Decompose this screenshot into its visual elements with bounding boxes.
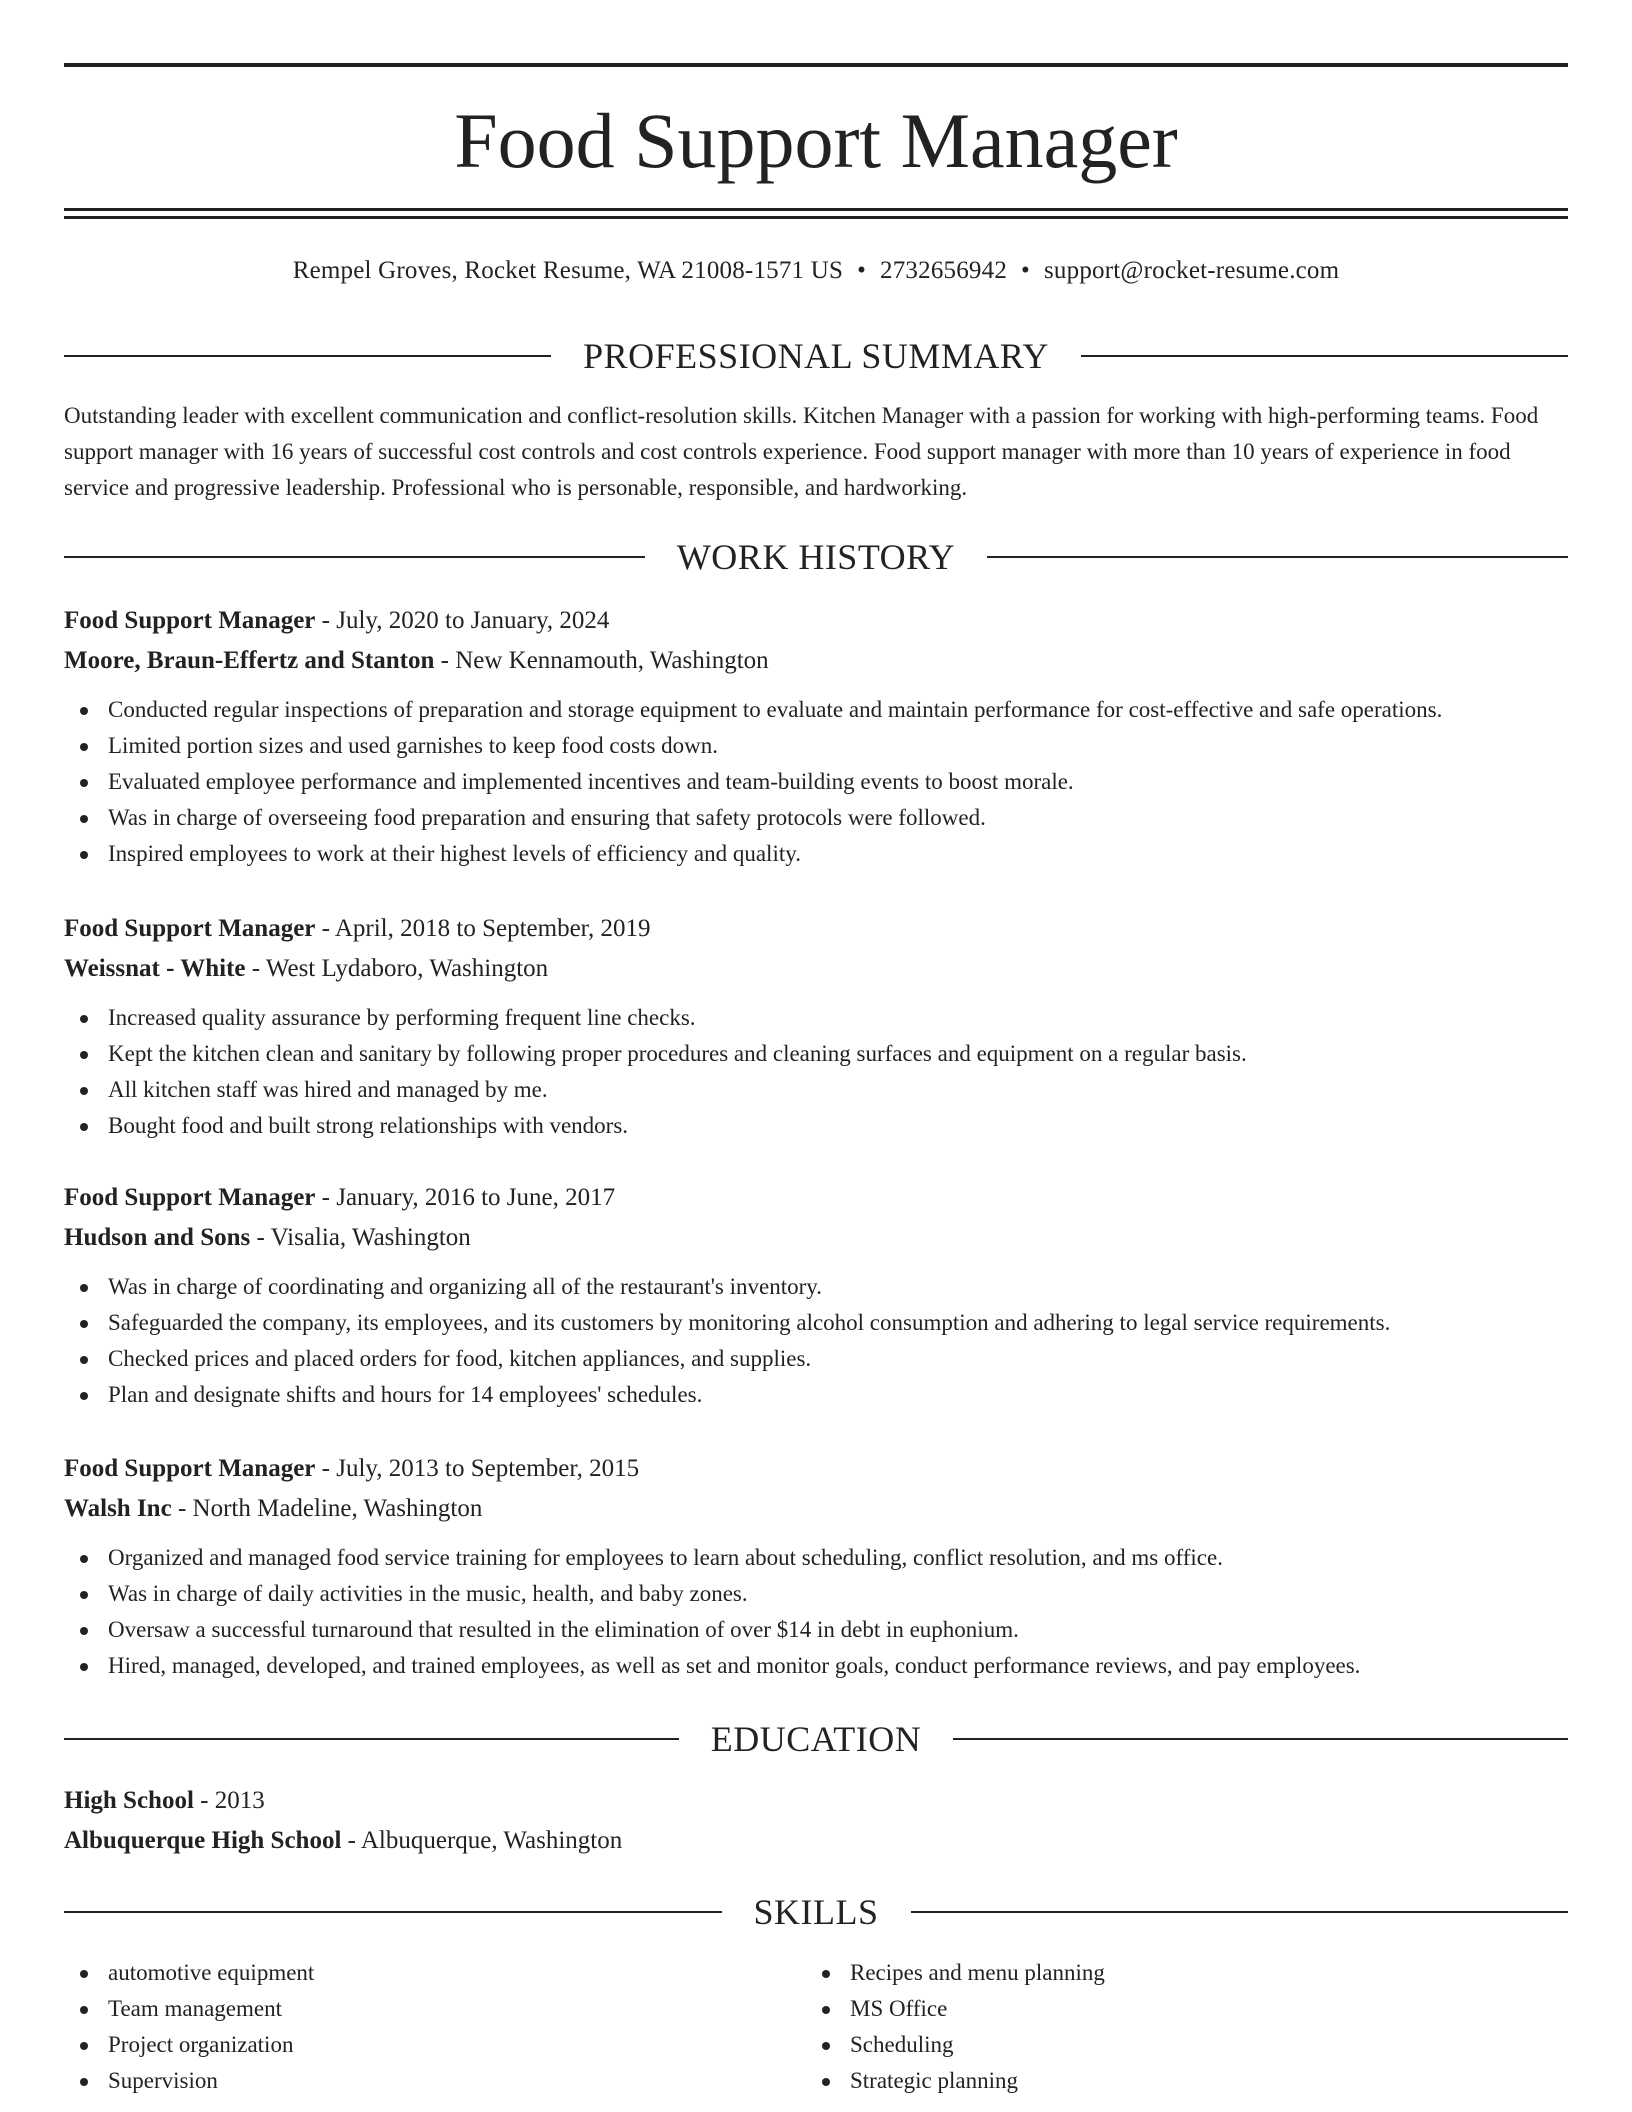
section-rule (64, 355, 551, 357)
section-professional-summary (64, 334, 1568, 378)
job-title: Food Support Manager (64, 1455, 316, 1482)
contact-phone: 2732656942 (880, 257, 1008, 284)
summary-text: Outstanding leader with excellent communication and conflict-resolution skills. Kitchen Manager with a passion for working with high-performing teams. Food support manager with 16 years of successful cost controls and cost controls experience. Food support manager with more than 10 years of experience in food service and progressive leadership. Professional who is personable, responsible, and hardworking. (64, 403, 1539, 500)
job-title: Food Support Manager (64, 915, 316, 942)
job-company: Hudson and Sons (64, 1224, 251, 1251)
list-item: Limited portion sizes and used garnishes to keep food costs down. (64, 728, 1568, 764)
list-item: Team management (64, 1991, 806, 2027)
header-top-rule (64, 63, 1568, 67)
list-item: Kept the kitchen clean and sanitary by following proper procedures and cleaning surfaces and equipment on a regular basis. (64, 1036, 1568, 1072)
header-rule-lower (64, 216, 1568, 219)
job-dates: January, 2016 to June, 2017 (336, 1184, 616, 1211)
job-entry (64, 604, 1568, 872)
list-item: Strategic planning (806, 2063, 1548, 2099)
section-title: SKILLS (753, 1892, 879, 1932)
section-rule (1081, 355, 1568, 357)
education-degree-line: High School - 2013 (64, 1787, 265, 1814)
job-company: Moore, Braun-Effertz and Stanton (64, 647, 435, 674)
list-item: Evaluated employee performance and implemented incentives and team-building events to boost morale. (64, 764, 1568, 800)
contact-address: Rempel Groves, Rocket Resume, WA 21008-1571 US (292, 257, 844, 284)
job-title: Food Support Manager (64, 1184, 316, 1211)
contact-line (64, 254, 1568, 288)
job-company-line: Moore, Braun-Effertz and Stanton - New Kennamouth, Washington (64, 647, 769, 674)
job-title-line: Food Support Manager - July, 2013 to September, 2015 (64, 1455, 640, 1482)
job-bullets (64, 692, 1568, 872)
education-location: Albuquerque, Washington (360, 1827, 623, 1854)
list-item: Inspired employees to work at their highest levels of efficiency and quality. (64, 836, 1568, 872)
contact-email: support@rocket-resume.com (1043, 257, 1340, 284)
job-company: Walsh Inc (64, 1495, 172, 1522)
list-item: Increased quality assurance by performing frequent line checks. (64, 1000, 1568, 1036)
list-item: Oversaw a successful turnaround that resulted in the elimination of over $14 in debt in euphonium. (64, 1612, 1568, 1648)
contact-separator: • (857, 257, 867, 284)
job-entry (64, 1181, 1568, 1413)
list-item: Project organization (64, 2027, 806, 2063)
list-item: automotive equipment (64, 1955, 806, 1991)
list-item: Was in charge of daily activities in the music, health, and baby zones. (64, 1576, 1568, 1612)
job-dates: April, 2018 to September, 2019 (334, 915, 651, 942)
education-school-line: Albuquerque High School - Albuquerque, Washington (64, 1827, 623, 1854)
contact-separator: • (1021, 257, 1030, 284)
job-location: North Madeline, Washington (192, 1495, 483, 1522)
list-item: Was in charge of coordinating and organizing all of the restaurant's inventory. (64, 1269, 1568, 1305)
list-item: Organized and managed food service training for employees to learn about scheduling, conflict resolution, and ms office. (64, 1540, 1568, 1576)
job-company-line: Weissnat - White - West Lydaboro, Washington (64, 955, 549, 982)
list-item: All kitchen staff was hired and managed by me. (64, 1072, 1568, 1108)
job-bullets (64, 1000, 1568, 1144)
job-title-line: Food Support Manager - April, 2018 to September, 2019 (64, 915, 651, 942)
job-location: New Kennamouth, Washington (455, 647, 769, 674)
section-work-history (64, 535, 1568, 579)
job-title: Food Support Manager (64, 607, 316, 634)
section-skills (64, 1890, 1568, 1934)
job-company: Weissnat - White (64, 955, 246, 982)
section-title: WORK HISTORY (676, 537, 956, 577)
job-dates: July, 2020 to January, 2024 (336, 607, 610, 634)
list-item: Scheduling (806, 2027, 1548, 2063)
list-item: Hired, managed, developed, and trained employees, as well as set and monitor goals, conduct performance reviews, and pay employees. (64, 1648, 1568, 1684)
header-rule-upper (64, 208, 1568, 211)
job-bullets (64, 1540, 1568, 1684)
section-rule (987, 556, 1568, 558)
education-degree: High School (64, 1787, 194, 1814)
skills-column-left (64, 1955, 806, 2099)
job-title-line: Food Support Manager - January, 2016 to June, 2017 (64, 1184, 616, 1211)
education-year: 2013 (214, 1787, 265, 1814)
section-rule (64, 1911, 722, 1913)
section-education (64, 1717, 1568, 1761)
job-location: Visalia, Washington (270, 1224, 471, 1251)
section-title: EDUCATION (710, 1719, 922, 1759)
section-rule (64, 556, 645, 558)
job-company-line: Hudson and Sons - Visalia, Washington (64, 1224, 471, 1251)
section-rule (953, 1738, 1568, 1740)
job-company-line: Walsh Inc - North Madeline, Washington (64, 1495, 483, 1522)
list-item: Plan and designate shifts and hours for 14 employees' schedules. (64, 1377, 1568, 1413)
job-entry (64, 912, 1568, 1144)
page-title: Food Support Manager (454, 97, 1178, 184)
list-item: Bought food and built strong relationships with vendors. (64, 1108, 1568, 1144)
list-item: Supervision (64, 2063, 806, 2099)
list-item: Conducted regular inspections of preparation and storage equipment to evaluate and maintain performance for cost-effective and safe operations. (64, 692, 1568, 728)
section-rule (911, 1911, 1569, 1913)
list-item: Safeguarded the company, its employees, and its customers by monitoring alcohol consumption and adhering to legal service requirements. (64, 1305, 1568, 1341)
list-item: Recipes and menu planning (806, 1955, 1548, 1991)
section-title: PROFESSIONAL SUMMARY (583, 336, 1049, 376)
education-school: Albuquerque High School (64, 1827, 342, 1854)
job-entry (64, 1452, 1568, 1684)
list-item: MS Office (806, 1991, 1548, 2027)
job-title-line: Food Support Manager - July, 2020 to January, 2024 (64, 607, 610, 634)
section-rule (64, 1738, 679, 1740)
education-entry (64, 1784, 1568, 1864)
list-item: Checked prices and placed orders for food, kitchen appliances, and supplies. (64, 1341, 1568, 1377)
skills-list (64, 1955, 1568, 2099)
job-dates: July, 2013 to September, 2015 (336, 1455, 640, 1482)
job-bullets (64, 1269, 1568, 1413)
job-location: West Lydaboro, Washington (265, 955, 549, 982)
list-item: Was in charge of overseeing food preparation and ensuring that safety protocols were followed. (64, 800, 1568, 836)
skills-column-right (806, 1955, 1548, 2099)
